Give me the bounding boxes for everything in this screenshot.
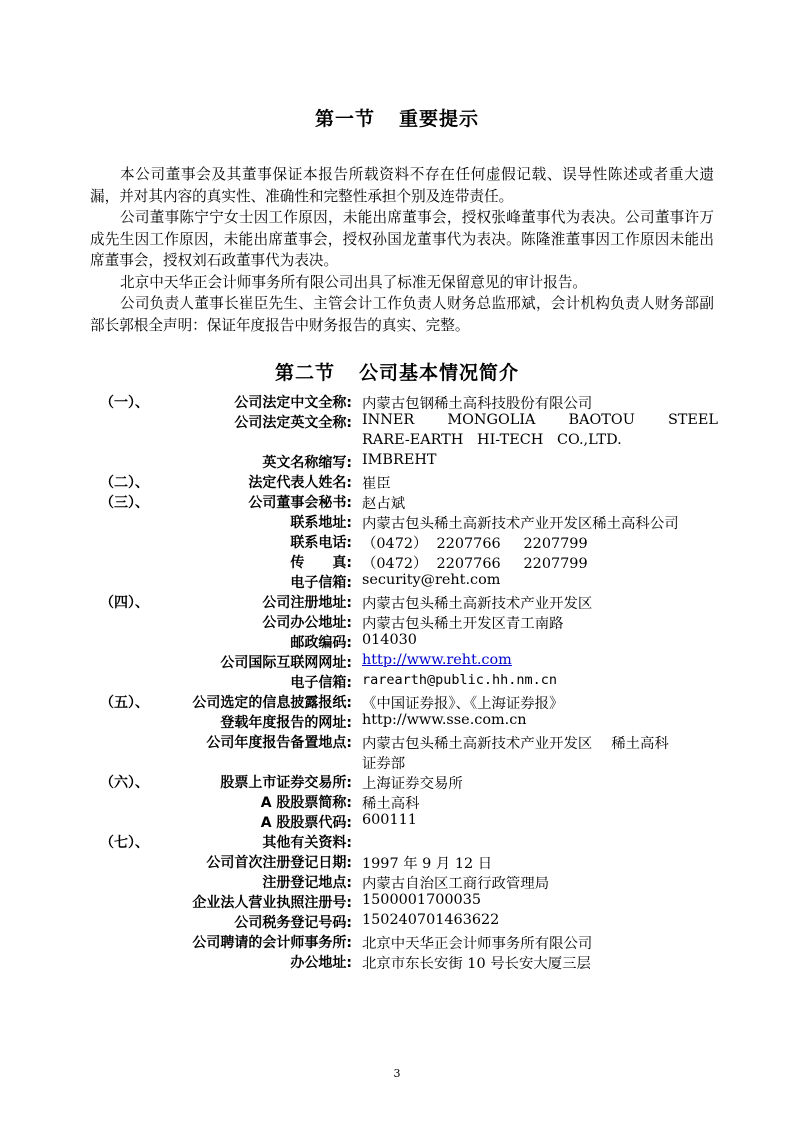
info-label: 企业法人营业执照注册号: — [192, 895, 352, 911]
paragraph-audit-opinion: 北京中天华正会计师事务所有限公司出具了标准无保留意见的审计报告。 — [120, 273, 588, 291]
info-label: 公司国际互联网网址: — [220, 655, 352, 671]
section1-number: 第一节 — [314, 108, 375, 130]
info-row — [0, 432, 794, 452]
info-row — [0, 612, 794, 632]
info-row — [0, 652, 794, 672]
info-label: 联系电话: — [290, 535, 352, 551]
item-number: （五）、 — [100, 695, 149, 711]
info-label: 登载年度报告的网址: — [220, 715, 352, 731]
info-label: 传 真: — [290, 555, 352, 571]
info-value — [362, 652, 718, 668]
info-value: 014030 — [362, 632, 417, 648]
paragraph-absent-directors: 公司董事陈宁宁女士因工作原因，未能出席董事会，授权张峰董事代为表决。公司董事许万成先生因工作原因，未能出席董事会，授权孙国龙董事代为表决。陈隆淮董事因工作原因未能出席董事会，授权刘石政董事代为表决。 — [90, 209, 714, 269]
info-value: 内蒙古包头稀土高新技术产业开发区稀土高科公司 — [362, 516, 679, 532]
info-label: 公司办公地址: — [262, 615, 352, 631]
info-value: （0472） 2207766 2207799 — [362, 556, 588, 572]
paragraph-board-guarantee: 本公司董事会及其董事保证本报告所载资料不存在任何虚假记载、误导性陈述或者重大遗漏，并对其内容的真实性、准确性和完整性承担个别及连带责任。 — [90, 166, 714, 205]
info-row — [0, 672, 794, 692]
paragraph-responsibility-statement: 公司负责人董事长崔臣先生、主管会计工作负责人财务总监邢斌，会计机构负责人财务部副部长郭根全声明：保证年度报告中财务报告的真实、完整。 — [90, 295, 714, 334]
info-label: A 股股票简称: — [260, 795, 352, 811]
info-row — [0, 572, 794, 592]
info-row — [0, 532, 794, 552]
info-row — [0, 592, 794, 612]
info-row — [0, 632, 794, 652]
info-value: 证券部 — [362, 756, 406, 772]
info-label: 公司聘请的会计师事务所: — [192, 935, 352, 951]
item-number: （六）、 — [100, 775, 149, 791]
info-value: 稀土高科 — [362, 796, 420, 812]
info-row — [0, 952, 794, 972]
info-label: 公司首次注册登记日期: — [206, 855, 352, 871]
item-number: （一）、 — [100, 395, 149, 411]
info-value: 内蒙古包钢稀土高科技股份有限公司 — [362, 396, 593, 412]
info-value: security@reht.com — [362, 572, 501, 588]
info-row — [0, 392, 794, 412]
info-label: 其他有关资料: — [262, 835, 352, 851]
info-value: 《中国证券报》、《上海证券报》 — [362, 696, 564, 712]
info-label: 法定代表人姓名: — [248, 475, 352, 491]
info-row — [0, 732, 794, 752]
value-word: STEEL — [667, 412, 718, 428]
info-value: 内蒙古自治区工商行政管理局 — [362, 876, 550, 892]
section1-body — [90, 164, 714, 336]
value-word: INNER — [362, 412, 415, 428]
info-label: 电子信箱: — [290, 575, 352, 591]
info-label: 公司税务登记号码: — [234, 915, 352, 931]
item-number: （二）、 — [100, 475, 149, 491]
item-number: （七）、 — [100, 835, 149, 851]
info-value: 北京中天华正会计师事务所有限公司 — [362, 936, 593, 952]
info-label: 邮政编码: — [290, 635, 352, 651]
info-value — [362, 412, 718, 428]
info-row — [0, 792, 794, 812]
section2-number: 第二节 — [274, 362, 335, 384]
info-row — [0, 492, 794, 512]
info-row — [0, 692, 794, 712]
info-value: rarearth@public.hh.nm.cn — [362, 672, 558, 688]
section1-title — [0, 104, 794, 131]
info-row — [0, 452, 794, 472]
info-label: A 股股票代码: — [260, 815, 352, 831]
info-value: 150240701463622 — [362, 912, 500, 928]
info-value: 内蒙古包头稀土开发区青工南路 — [362, 616, 564, 632]
info-value: 1500001700035 — [362, 892, 482, 908]
info-label: 公司董事会秘书: — [248, 495, 352, 511]
info-row — [0, 712, 794, 732]
info-value: RARE-EARTH HI-TECH CO.,LTD. — [362, 432, 622, 448]
info-value: 崔臣 — [362, 476, 391, 492]
value-word: BAOTOU — [568, 412, 635, 428]
info-row — [0, 752, 794, 772]
info-row — [0, 772, 794, 792]
info-label: 公司法定英文全称: — [234, 415, 352, 431]
info-row — [0, 872, 794, 892]
section1-heading: 重要提示 — [399, 108, 480, 130]
info-label: 公司年度报告备置地点: — [206, 735, 352, 751]
info-value: 内蒙古包头稀土高新技术产业开发区 稀土高科 — [362, 736, 669, 752]
info-value: 1997 年 9 月 12 日 — [362, 856, 493, 872]
info-value: （0472） 2207766 2207799 — [362, 536, 588, 552]
info-label: 公司选定的信息披露报纸: — [192, 695, 352, 711]
info-row — [0, 932, 794, 952]
info-label: 电子信箱: — [290, 675, 352, 691]
info-row — [0, 472, 794, 492]
page-number: 3 — [393, 1067, 401, 1080]
info-value: 赵占斌 — [362, 496, 406, 512]
website-link[interactable]: http://www.reht.com — [362, 652, 512, 668]
info-value: 上海证券交易所 — [362, 776, 463, 792]
info-value: 北京市东长安街 10 号长安大厦三层 — [362, 956, 591, 972]
info-row — [0, 912, 794, 932]
info-label: 注册登记地点: — [262, 875, 352, 891]
info-value: IMBREHT — [362, 452, 437, 468]
info-row — [0, 892, 794, 912]
item-number: （四）、 — [100, 595, 149, 611]
info-row — [0, 812, 794, 832]
value-word: MONGOLIA — [447, 412, 536, 428]
info-row — [0, 832, 794, 852]
info-label: 公司法定中文全称: — [234, 395, 352, 411]
info-value: 600111 — [362, 812, 417, 828]
info-label: 英文名称缩写: — [262, 455, 352, 471]
info-label: 办公地址: — [290, 955, 352, 971]
info-row — [0, 512, 794, 532]
info-label: 股票上市证券交易所: — [220, 775, 352, 791]
section2-heading: 公司基本情况简介 — [359, 362, 520, 384]
info-value: 内蒙古包头稀土高新技术产业开发区 — [362, 596, 593, 612]
info-value: http://www.sse.com.cn — [362, 712, 527, 728]
item-number: （三）、 — [100, 495, 149, 511]
info-row — [0, 412, 794, 432]
info-label: 公司注册地址: — [262, 595, 352, 611]
info-row — [0, 852, 794, 872]
info-row — [0, 552, 794, 572]
section2-title — [0, 358, 794, 385]
info-label: 联系地址: — [290, 515, 352, 531]
